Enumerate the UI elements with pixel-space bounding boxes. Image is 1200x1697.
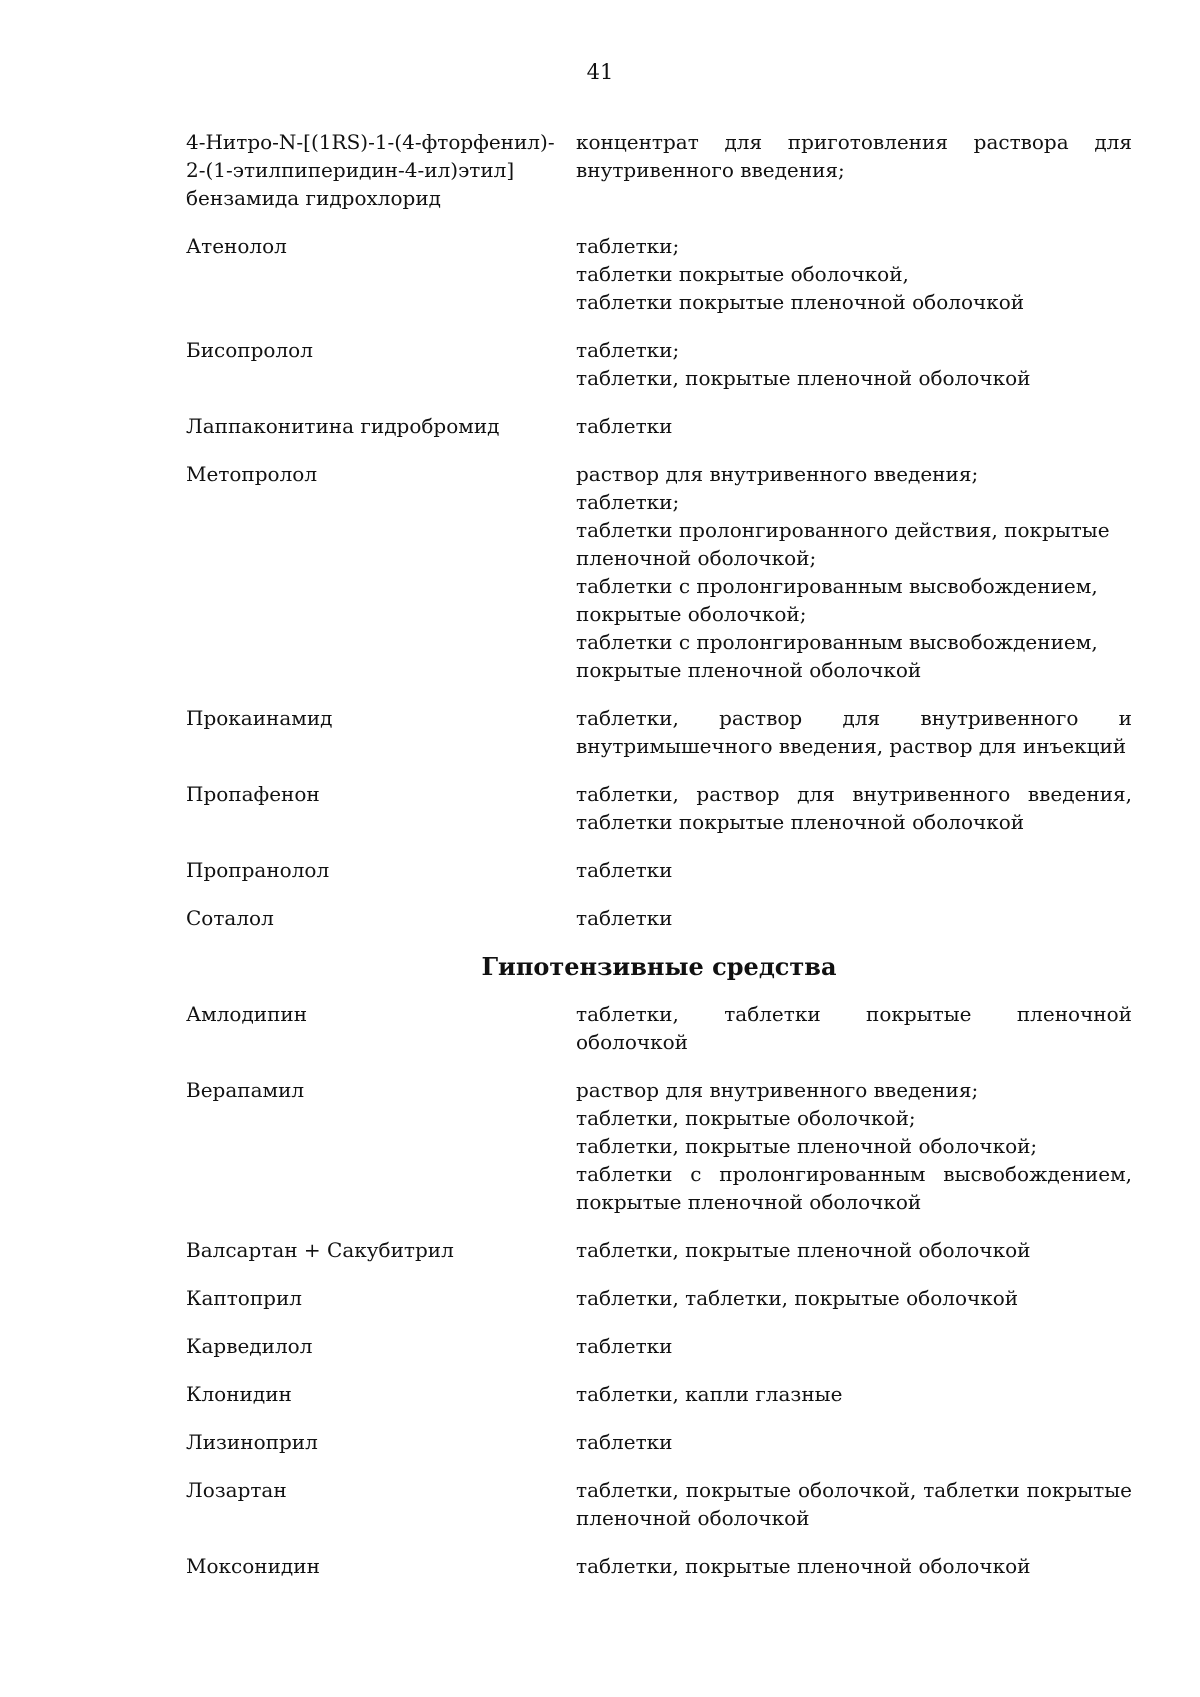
drug-name: [186, 1284, 576, 1312]
drug-name-line: Соталол: [186, 906, 274, 930]
dosage-form-line: таблетки пролонгированного действия, покрытые: [576, 518, 1110, 542]
antihypertensive-section: [186, 1000, 1132, 1580]
drug-name-line: бензамида гидрохлорид: [186, 186, 441, 210]
drug-name: [186, 1076, 576, 1216]
dosage-form-line: таблетки: [576, 1430, 673, 1454]
dosage-form-line: покрытые оболочкой;: [576, 602, 807, 626]
drug-row: [186, 1284, 1132, 1312]
dosage-form: [576, 1332, 1132, 1360]
dosage-form-line: таблетки с пролонгированным высвобождением,: [576, 1162, 1132, 1186]
dosage-form-line: таблетки, покрытые оболочкой;: [576, 1106, 916, 1130]
section-heading: Гипотензивные средства: [481, 952, 837, 981]
drug-row: [186, 1428, 1132, 1456]
page-number: 41: [586, 60, 614, 84]
drug-name-line: Верапамил: [186, 1078, 305, 1102]
drug-name-line: Клонидин: [186, 1382, 292, 1406]
drug-name-line: Бисопролол: [186, 338, 313, 362]
dosage-form-line: таблетки;: [576, 338, 680, 362]
dosage-form: [576, 1000, 1132, 1056]
drug-name-line: Метопролол: [186, 462, 318, 486]
dosage-form-line: таблетки, покрытые пленочной оболочкой: [576, 1238, 1031, 1262]
drug-name: [186, 1552, 576, 1580]
drug-name-line: Лизиноприл: [186, 1430, 318, 1454]
drug-row: [186, 412, 1132, 440]
drug-name-line: Атенолол: [186, 234, 287, 258]
drug-name: [186, 336, 576, 392]
dosage-form-line: покрытые пленочной оболочкой: [576, 658, 922, 682]
drug-row: [186, 1236, 1132, 1264]
drug-row: [186, 856, 1132, 884]
drug-list: [186, 128, 1132, 1580]
dosage-form: [576, 780, 1132, 836]
drug-row: [186, 336, 1132, 392]
drug-name: [186, 232, 576, 316]
drug-name: [186, 128, 576, 212]
dosage-form: [576, 1552, 1132, 1580]
drug-row: [186, 1476, 1132, 1532]
dosage-form-line: покрытые пленочной оболочкой: [576, 1190, 922, 1214]
drug-name: [186, 460, 576, 684]
drug-row: [186, 232, 1132, 316]
dosage-form: [576, 904, 1132, 932]
dosage-form-line: таблетки, таблетки покрытые пленочной оболочкой: [576, 1002, 1132, 1054]
dosage-form-line: таблетки, покрытые пленочной оболочкой: [576, 1554, 1031, 1578]
dosage-form-line: таблетки: [576, 414, 673, 438]
drug-row: [186, 1000, 1132, 1056]
dosage-form: [576, 1428, 1132, 1456]
dosage-form: [576, 412, 1132, 440]
dosage-form-line: таблетки, капли глазные: [576, 1382, 843, 1406]
drug-name-line: Моксонидин: [186, 1554, 320, 1578]
dosage-form-line: таблетки, раствор для внутривенного и: [576, 706, 1132, 730]
drug-name: [186, 1000, 576, 1056]
drug-name-line: Карведилол: [186, 1334, 313, 1358]
drug-name-line: 4-Нитро-N-[(1RS)-1-(4-фторфенил)-: [186, 130, 555, 154]
drug-name-line: Пропранолол: [186, 858, 330, 882]
dosage-form: [576, 232, 1132, 316]
drug-row: [186, 904, 1132, 932]
drug-name-line: 2-(1-этилпиперидин-4-ил)этил]: [186, 158, 515, 182]
dosage-form-line: внутривенного введения;: [576, 158, 845, 182]
dosage-form: [576, 336, 1132, 392]
dosage-form: [576, 1380, 1132, 1408]
dosage-form-line: таблетки с пролонгированным высвобождением,: [576, 574, 1098, 598]
drug-name: [186, 1236, 576, 1264]
dosage-form: [576, 460, 1132, 684]
dosage-form: [576, 128, 1132, 212]
dosage-form-line: раствор для внутривенного введения;: [576, 462, 979, 486]
drug-name: [186, 704, 576, 760]
drug-row: [186, 1552, 1132, 1580]
dosage-form-line: внутримышечного введения, раствор для инъекций: [576, 734, 1127, 758]
dosage-form-line: таблетки, раствор для внутривенного введения,: [576, 782, 1132, 806]
drug-row: [186, 1380, 1132, 1408]
dosage-form: [576, 1236, 1132, 1264]
dosage-form-line: таблетки;: [576, 490, 680, 514]
drug-row: [186, 1076, 1132, 1216]
dosage-form-line: таблетки с пролонгированным высвобождением,: [576, 630, 1098, 654]
dosage-form-line: таблетки покрытые пленочной оболочкой: [576, 810, 1025, 834]
drug-name: [186, 780, 576, 836]
antiarrhythmic-section: [186, 128, 1132, 932]
drug-name: [186, 1332, 576, 1360]
dosage-form: [576, 1076, 1132, 1216]
drug-name-line: Пропафенон: [186, 782, 320, 806]
dosage-form-line: пленочной оболочкой: [576, 1506, 810, 1530]
drug-name: [186, 1428, 576, 1456]
drug-row: [186, 704, 1132, 760]
drug-row: [186, 460, 1132, 684]
dosage-form-line: таблетки: [576, 858, 673, 882]
drug-name-line: Валсартан + Сакубитрил: [186, 1238, 454, 1262]
drug-name-line: Лаппаконитина гидробромид: [186, 414, 500, 438]
dosage-form-line: таблетки;: [576, 234, 680, 258]
drug-name: [186, 412, 576, 440]
drug-row: [186, 128, 1132, 212]
dosage-form-line: таблетки, таблетки, покрытые оболочкой: [576, 1286, 1019, 1310]
dosage-form-line: таблетки, покрытые пленочной оболочкой: [576, 366, 1031, 390]
dosage-form-line: таблетки: [576, 906, 673, 930]
dosage-form-line: таблетки покрытые пленочной оболочкой: [576, 290, 1025, 314]
drug-row: [186, 780, 1132, 836]
dosage-form: [576, 856, 1132, 884]
dosage-form: [576, 1284, 1132, 1312]
dosage-form-line: таблетки: [576, 1334, 673, 1358]
dosage-form-line: раствор для внутривенного введения;: [576, 1078, 979, 1102]
drug-name-line: Лозартан: [186, 1478, 287, 1502]
drug-name: [186, 904, 576, 932]
drug-name: [186, 1476, 576, 1532]
dosage-form-line: таблетки покрытые оболочкой,: [576, 262, 909, 286]
dosage-form-line: концентрат для приготовления раствора для: [576, 130, 1132, 154]
drug-name: [186, 856, 576, 884]
dosage-form: [576, 704, 1132, 760]
drug-name: [186, 1380, 576, 1408]
drug-row: [186, 1332, 1132, 1360]
dosage-form: [576, 1476, 1132, 1532]
drug-name-line: Прокаинамид: [186, 706, 333, 730]
dosage-form-line: пленочной оболочкой;: [576, 546, 817, 570]
dosage-form-line: таблетки, покрытые пленочной оболочкой;: [576, 1134, 1038, 1158]
dosage-form-line: таблетки, покрытые оболочкой, таблетки покрытые: [576, 1478, 1132, 1502]
drug-name-line: Каптоприл: [186, 1286, 303, 1310]
drug-name-line: Амлодипин: [186, 1002, 308, 1026]
